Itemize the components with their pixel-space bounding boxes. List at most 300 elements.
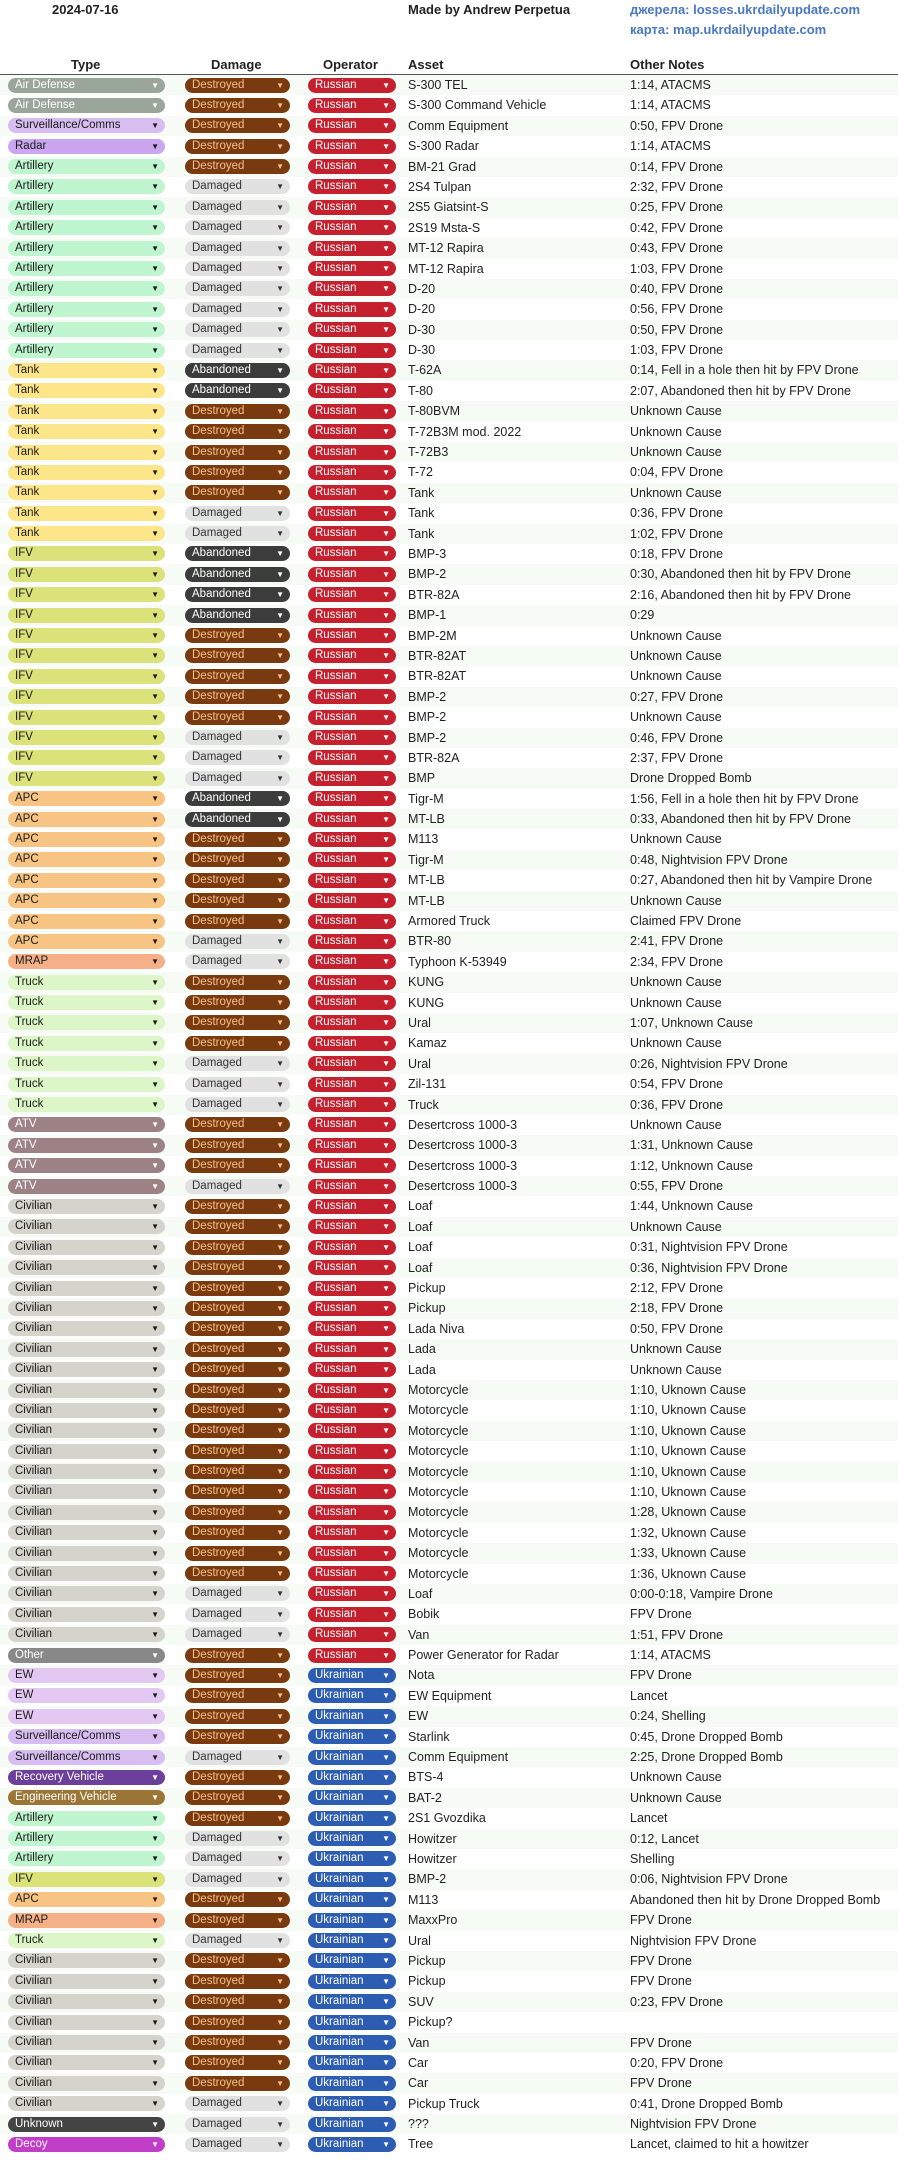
operator-dropdown[interactable] (308, 322, 396, 337)
damage-dropdown[interactable] (185, 1138, 290, 1153)
type-dropdown[interactable] (8, 750, 165, 765)
type-dropdown[interactable] (8, 2015, 165, 2030)
damage-dropdown[interactable] (185, 1158, 290, 1173)
type-dropdown[interactable] (8, 1913, 165, 1928)
damage-dropdown[interactable] (185, 261, 290, 276)
damage-dropdown[interactable] (185, 1627, 290, 1642)
type-dropdown[interactable] (8, 1097, 165, 1112)
type-dropdown[interactable] (8, 873, 165, 888)
type-dropdown[interactable] (8, 200, 165, 215)
operator-dropdown[interactable] (308, 1342, 396, 1357)
operator-dropdown[interactable] (308, 1933, 396, 1948)
damage-dropdown[interactable] (185, 648, 290, 663)
operator-dropdown[interactable] (308, 954, 396, 969)
operator-dropdown[interactable] (308, 2076, 396, 2091)
damage-dropdown[interactable] (185, 383, 290, 398)
damage-dropdown[interactable] (185, 1219, 290, 1234)
damage-dropdown[interactable] (185, 2137, 290, 2152)
damage-dropdown[interactable] (185, 220, 290, 235)
type-dropdown[interactable] (8, 791, 165, 806)
operator-dropdown[interactable] (308, 1321, 396, 1336)
type-dropdown[interactable] (8, 1444, 165, 1459)
type-dropdown[interactable] (8, 1607, 165, 1622)
damage-dropdown[interactable] (185, 1240, 290, 1255)
damage-dropdown[interactable] (185, 404, 290, 419)
damage-dropdown[interactable] (185, 1770, 290, 1785)
type-dropdown[interactable] (8, 1709, 165, 1724)
type-dropdown[interactable] (8, 914, 165, 929)
damage-dropdown[interactable] (185, 1729, 290, 1744)
type-dropdown[interactable] (8, 1668, 165, 1683)
type-dropdown[interactable] (8, 485, 165, 500)
damage-dropdown[interactable] (185, 1383, 290, 1398)
type-dropdown[interactable] (8, 1688, 165, 1703)
operator-dropdown[interactable] (308, 465, 396, 480)
damage-dropdown[interactable] (185, 1933, 290, 1948)
operator-dropdown[interactable] (308, 628, 396, 643)
type-dropdown[interactable] (8, 1770, 165, 1785)
damage-dropdown[interactable] (185, 2055, 290, 2070)
type-dropdown[interactable] (8, 1219, 165, 1234)
operator-dropdown[interactable] (308, 1423, 396, 1438)
operator-dropdown[interactable] (308, 1790, 396, 1805)
operator-dropdown[interactable] (308, 1586, 396, 1601)
operator-dropdown[interactable] (308, 1138, 396, 1153)
damage-dropdown[interactable] (185, 1015, 290, 1030)
operator-dropdown[interactable] (308, 98, 396, 113)
operator-dropdown[interactable] (308, 1362, 396, 1377)
operator-dropdown[interactable] (308, 1179, 396, 1194)
damage-dropdown[interactable] (185, 1362, 290, 1377)
type-dropdown[interactable] (8, 812, 165, 827)
damage-dropdown[interactable] (185, 1301, 290, 1316)
damage-dropdown[interactable] (185, 363, 290, 378)
type-dropdown[interactable] (8, 975, 165, 990)
operator-dropdown[interactable] (308, 750, 396, 765)
damage-dropdown[interactable] (185, 1403, 290, 1418)
damage-dropdown[interactable] (185, 1668, 290, 1683)
operator-dropdown[interactable] (308, 1627, 396, 1642)
damage-dropdown[interactable] (185, 1790, 290, 1805)
type-dropdown[interactable] (8, 78, 165, 93)
damage-dropdown[interactable] (185, 1199, 290, 1214)
operator-dropdown[interactable] (308, 404, 396, 419)
damage-dropdown[interactable] (185, 1505, 290, 1520)
damage-dropdown[interactable] (185, 893, 290, 908)
operator-dropdown[interactable] (308, 730, 396, 745)
damage-dropdown[interactable] (185, 1974, 290, 1989)
operator-dropdown[interactable] (308, 1056, 396, 1071)
damage-dropdown[interactable] (185, 995, 290, 1010)
operator-dropdown[interactable] (308, 995, 396, 1010)
operator-dropdown[interactable] (308, 546, 396, 561)
operator-dropdown[interactable] (308, 1301, 396, 1316)
type-dropdown[interactable] (8, 648, 165, 663)
operator-dropdown[interactable] (308, 383, 396, 398)
type-dropdown[interactable] (8, 893, 165, 908)
type-dropdown[interactable] (8, 587, 165, 602)
operator-dropdown[interactable] (308, 648, 396, 663)
type-dropdown[interactable] (8, 852, 165, 867)
operator-dropdown[interactable] (308, 669, 396, 684)
type-dropdown[interactable] (8, 628, 165, 643)
type-dropdown[interactable] (8, 730, 165, 745)
type-dropdown[interactable] (8, 1464, 165, 1479)
operator-dropdown[interactable] (308, 1974, 396, 1989)
operator-dropdown[interactable] (308, 526, 396, 541)
type-dropdown[interactable] (8, 1586, 165, 1601)
type-dropdown[interactable] (8, 1627, 165, 1642)
type-dropdown[interactable] (8, 1260, 165, 1275)
operator-dropdown[interactable] (308, 608, 396, 623)
type-dropdown[interactable] (8, 2035, 165, 2050)
damage-dropdown[interactable] (185, 1546, 290, 1561)
damage-dropdown[interactable] (185, 587, 290, 602)
type-dropdown[interactable] (8, 159, 165, 174)
operator-dropdown[interactable] (308, 261, 396, 276)
operator-dropdown[interactable] (308, 1077, 396, 1092)
operator-dropdown[interactable] (308, 1097, 396, 1112)
type-dropdown[interactable] (8, 424, 165, 439)
damage-dropdown[interactable] (185, 1851, 290, 1866)
operator-dropdown[interactable] (308, 1688, 396, 1703)
operator-dropdown[interactable] (308, 2137, 396, 2152)
source-link[interactable]: джерела: losses.ukrdailyupdate.com (630, 2, 861, 17)
type-dropdown[interactable] (8, 1525, 165, 1540)
operator-dropdown[interactable] (308, 1892, 396, 1907)
type-dropdown[interactable] (8, 1892, 165, 1907)
operator-dropdown[interactable] (308, 118, 396, 133)
type-dropdown[interactable] (8, 1036, 165, 1051)
damage-dropdown[interactable] (185, 1464, 290, 1479)
type-dropdown[interactable] (8, 1403, 165, 1418)
damage-dropdown[interactable] (185, 914, 290, 929)
damage-dropdown[interactable] (185, 791, 290, 806)
type-dropdown[interactable] (8, 1994, 165, 2009)
damage-dropdown[interactable] (185, 1077, 290, 1092)
operator-dropdown[interactable] (308, 1117, 396, 1132)
operator-dropdown[interactable] (308, 1546, 396, 1561)
damage-dropdown[interactable] (185, 812, 290, 827)
operator-dropdown[interactable] (308, 1505, 396, 1520)
damage-dropdown[interactable] (185, 1994, 290, 2009)
operator-dropdown[interactable] (308, 241, 396, 256)
operator-dropdown[interactable] (308, 1015, 396, 1030)
damage-dropdown[interactable] (185, 852, 290, 867)
type-dropdown[interactable] (8, 1811, 165, 1826)
damage-dropdown[interactable] (185, 1607, 290, 1622)
damage-dropdown[interactable] (185, 730, 290, 745)
type-dropdown[interactable] (8, 322, 165, 337)
operator-dropdown[interactable] (308, 832, 396, 847)
type-dropdown[interactable] (8, 2117, 165, 2132)
operator-dropdown[interactable] (308, 1281, 396, 1296)
type-dropdown[interactable] (8, 1546, 165, 1561)
operator-dropdown[interactable] (308, 771, 396, 786)
damage-dropdown[interactable] (185, 1648, 290, 1663)
type-dropdown[interactable] (8, 669, 165, 684)
damage-dropdown[interactable] (185, 1097, 290, 1112)
damage-dropdown[interactable] (185, 281, 290, 296)
damage-dropdown[interactable] (185, 669, 290, 684)
operator-dropdown[interactable] (308, 791, 396, 806)
operator-dropdown[interactable] (308, 1566, 396, 1581)
damage-dropdown[interactable] (185, 1484, 290, 1499)
type-dropdown[interactable] (8, 1138, 165, 1153)
type-dropdown[interactable] (8, 2076, 165, 2091)
operator-dropdown[interactable] (308, 2015, 396, 2030)
damage-dropdown[interactable] (185, 2035, 290, 2050)
type-dropdown[interactable] (8, 2055, 165, 2070)
operator-dropdown[interactable] (308, 1484, 396, 1499)
operator-dropdown[interactable] (308, 1953, 396, 1968)
damage-dropdown[interactable] (185, 1423, 290, 1438)
operator-dropdown[interactable] (308, 2117, 396, 2132)
damage-dropdown[interactable] (185, 159, 290, 174)
type-dropdown[interactable] (8, 546, 165, 561)
operator-dropdown[interactable] (308, 710, 396, 725)
type-dropdown[interactable] (8, 1750, 165, 1765)
type-dropdown[interactable] (8, 934, 165, 949)
operator-dropdown[interactable] (308, 179, 396, 194)
type-dropdown[interactable] (8, 220, 165, 235)
type-dropdown[interactable] (8, 465, 165, 480)
type-dropdown[interactable] (8, 1056, 165, 1071)
damage-dropdown[interactable] (185, 526, 290, 541)
type-dropdown[interactable] (8, 302, 165, 317)
damage-dropdown[interactable] (185, 1953, 290, 1968)
operator-dropdown[interactable] (308, 139, 396, 154)
operator-dropdown[interactable] (308, 445, 396, 460)
type-dropdown[interactable] (8, 1362, 165, 1377)
damage-dropdown[interactable] (185, 302, 290, 317)
damage-dropdown[interactable] (185, 139, 290, 154)
damage-dropdown[interactable] (185, 1056, 290, 1071)
operator-dropdown[interactable] (308, 1219, 396, 1234)
operator-dropdown[interactable] (308, 1260, 396, 1275)
operator-dropdown[interactable] (308, 302, 396, 317)
damage-dropdown[interactable] (185, 1525, 290, 1540)
type-dropdown[interactable] (8, 771, 165, 786)
operator-dropdown[interactable] (308, 1036, 396, 1051)
damage-dropdown[interactable] (185, 954, 290, 969)
type-dropdown[interactable] (8, 1158, 165, 1173)
damage-dropdown[interactable] (185, 1260, 290, 1275)
type-dropdown[interactable] (8, 1648, 165, 1663)
type-dropdown[interactable] (8, 995, 165, 1010)
damage-dropdown[interactable] (185, 343, 290, 358)
type-dropdown[interactable] (8, 404, 165, 419)
type-dropdown[interactable] (8, 1933, 165, 1948)
operator-dropdown[interactable] (308, 587, 396, 602)
damage-dropdown[interactable] (185, 750, 290, 765)
damage-dropdown[interactable] (185, 506, 290, 521)
type-dropdown[interactable] (8, 1831, 165, 1846)
operator-dropdown[interactable] (308, 1709, 396, 1724)
operator-dropdown[interactable] (308, 1668, 396, 1683)
damage-dropdown[interactable] (185, 975, 290, 990)
type-dropdown[interactable] (8, 1851, 165, 1866)
operator-dropdown[interactable] (308, 363, 396, 378)
damage-dropdown[interactable] (185, 1444, 290, 1459)
damage-dropdown[interactable] (185, 1036, 290, 1051)
damage-dropdown[interactable] (185, 445, 290, 460)
damage-dropdown[interactable] (185, 241, 290, 256)
type-dropdown[interactable] (8, 383, 165, 398)
type-dropdown[interactable] (8, 1484, 165, 1499)
operator-dropdown[interactable] (308, 1383, 396, 1398)
operator-dropdown[interactable] (308, 1648, 396, 1663)
type-dropdown[interactable] (8, 689, 165, 704)
operator-dropdown[interactable] (308, 1872, 396, 1887)
operator-dropdown[interactable] (308, 1770, 396, 1785)
operator-dropdown[interactable] (308, 1240, 396, 1255)
type-dropdown[interactable] (8, 1281, 165, 1296)
damage-dropdown[interactable] (185, 1811, 290, 1826)
type-dropdown[interactable] (8, 954, 165, 969)
damage-dropdown[interactable] (185, 628, 290, 643)
damage-dropdown[interactable] (185, 1750, 290, 1765)
operator-dropdown[interactable] (308, 1525, 396, 1540)
type-dropdown[interactable] (8, 1077, 165, 1092)
damage-dropdown[interactable] (185, 2076, 290, 2091)
damage-dropdown[interactable] (185, 1688, 290, 1703)
damage-dropdown[interactable] (185, 1913, 290, 1928)
operator-dropdown[interactable] (308, 852, 396, 867)
operator-dropdown[interactable] (308, 1403, 396, 1418)
damage-dropdown[interactable] (185, 934, 290, 949)
damage-dropdown[interactable] (185, 485, 290, 500)
operator-dropdown[interactable] (308, 689, 396, 704)
type-dropdown[interactable] (8, 1566, 165, 1581)
operator-dropdown[interactable] (308, 1913, 396, 1928)
operator-dropdown[interactable] (308, 1851, 396, 1866)
type-dropdown[interactable] (8, 445, 165, 460)
type-dropdown[interactable] (8, 1872, 165, 1887)
operator-dropdown[interactable] (308, 1444, 396, 1459)
damage-dropdown[interactable] (185, 424, 290, 439)
type-dropdown[interactable] (8, 281, 165, 296)
operator-dropdown[interactable] (308, 914, 396, 929)
operator-dropdown[interactable] (308, 1729, 396, 1744)
damage-dropdown[interactable] (185, 873, 290, 888)
damage-dropdown[interactable] (185, 1179, 290, 1194)
operator-dropdown[interactable] (308, 281, 396, 296)
type-dropdown[interactable] (8, 1015, 165, 1030)
type-dropdown[interactable] (8, 1383, 165, 1398)
type-dropdown[interactable] (8, 261, 165, 276)
damage-dropdown[interactable] (185, 832, 290, 847)
operator-dropdown[interactable] (308, 424, 396, 439)
type-dropdown[interactable] (8, 710, 165, 725)
damage-dropdown[interactable] (185, 465, 290, 480)
type-dropdown[interactable] (8, 2096, 165, 2111)
operator-dropdown[interactable] (308, 2035, 396, 2050)
type-dropdown[interactable] (8, 241, 165, 256)
type-dropdown[interactable] (8, 1729, 165, 1744)
operator-dropdown[interactable] (308, 506, 396, 521)
damage-dropdown[interactable] (185, 1281, 290, 1296)
damage-dropdown[interactable] (185, 322, 290, 337)
type-dropdown[interactable] (8, 506, 165, 521)
damage-dropdown[interactable] (185, 567, 290, 582)
operator-dropdown[interactable] (308, 1158, 396, 1173)
operator-dropdown[interactable] (308, 873, 396, 888)
damage-dropdown[interactable] (185, 2015, 290, 2030)
operator-dropdown[interactable] (308, 934, 396, 949)
map-link[interactable]: карта: map.ukrdailyupdate.com (630, 22, 827, 37)
operator-dropdown[interactable] (308, 78, 396, 93)
operator-dropdown[interactable] (308, 220, 396, 235)
damage-dropdown[interactable] (185, 2096, 290, 2111)
type-dropdown[interactable] (8, 363, 165, 378)
damage-dropdown[interactable] (185, 710, 290, 725)
damage-dropdown[interactable] (185, 608, 290, 623)
damage-dropdown[interactable] (185, 1566, 290, 1581)
type-dropdown[interactable] (8, 1342, 165, 1357)
type-dropdown[interactable] (8, 1117, 165, 1132)
type-dropdown[interactable] (8, 1321, 165, 1336)
damage-dropdown[interactable] (185, 771, 290, 786)
type-dropdown[interactable] (8, 1179, 165, 1194)
operator-dropdown[interactable] (308, 975, 396, 990)
type-dropdown[interactable] (8, 118, 165, 133)
damage-dropdown[interactable] (185, 1709, 290, 1724)
damage-dropdown[interactable] (185, 1831, 290, 1846)
type-dropdown[interactable] (8, 139, 165, 154)
type-dropdown[interactable] (8, 1790, 165, 1805)
operator-dropdown[interactable] (308, 812, 396, 827)
damage-dropdown[interactable] (185, 118, 290, 133)
type-dropdown[interactable] (8, 526, 165, 541)
damage-dropdown[interactable] (185, 200, 290, 215)
type-dropdown[interactable] (8, 567, 165, 582)
operator-dropdown[interactable] (308, 2055, 396, 2070)
type-dropdown[interactable] (8, 98, 165, 113)
operator-dropdown[interactable] (308, 1607, 396, 1622)
operator-dropdown[interactable] (308, 343, 396, 358)
operator-dropdown[interactable] (308, 1994, 396, 2009)
operator-dropdown[interactable] (308, 1811, 396, 1826)
type-dropdown[interactable] (8, 832, 165, 847)
type-dropdown[interactable] (8, 2137, 165, 2152)
damage-dropdown[interactable] (185, 1586, 290, 1601)
type-dropdown[interactable] (8, 1240, 165, 1255)
operator-dropdown[interactable] (308, 1199, 396, 1214)
damage-dropdown[interactable] (185, 1872, 290, 1887)
type-dropdown[interactable] (8, 1199, 165, 1214)
operator-dropdown[interactable] (308, 893, 396, 908)
damage-dropdown[interactable] (185, 1892, 290, 1907)
damage-dropdown[interactable] (185, 98, 290, 113)
damage-dropdown[interactable] (185, 546, 290, 561)
type-dropdown[interactable] (8, 1505, 165, 1520)
type-dropdown[interactable] (8, 1974, 165, 1989)
damage-dropdown[interactable] (185, 1117, 290, 1132)
damage-dropdown[interactable] (185, 1321, 290, 1336)
damage-dropdown[interactable] (185, 2117, 290, 2132)
operator-dropdown[interactable] (308, 1464, 396, 1479)
type-dropdown[interactable] (8, 1953, 165, 1968)
type-dropdown[interactable] (8, 1423, 165, 1438)
type-dropdown[interactable] (8, 343, 165, 358)
type-dropdown[interactable] (8, 179, 165, 194)
operator-dropdown[interactable] (308, 567, 396, 582)
damage-dropdown[interactable] (185, 1342, 290, 1357)
operator-dropdown[interactable] (308, 2096, 396, 2111)
operator-dropdown[interactable] (308, 1750, 396, 1765)
damage-dropdown[interactable] (185, 179, 290, 194)
